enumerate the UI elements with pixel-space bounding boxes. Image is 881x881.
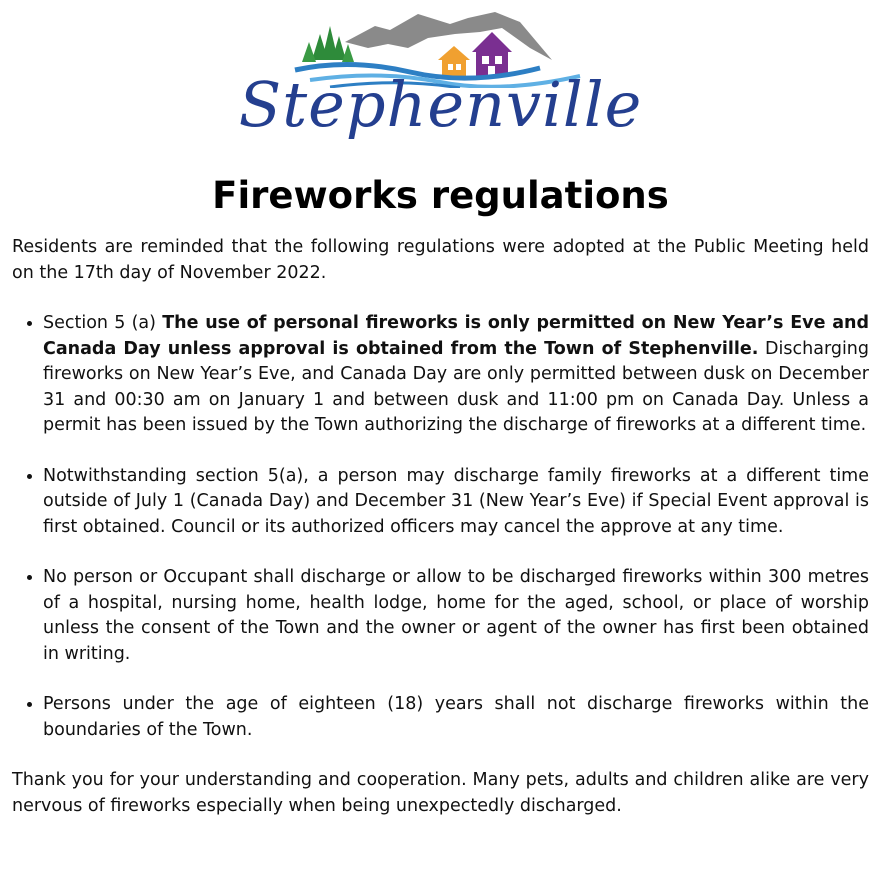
regulation-lead: Section 5 (a)	[43, 313, 163, 333]
regulation-emphasis: The use of personal fireworks is only permitted on New Year’s Eve and Canada Day unless approval is obtained from the Town of Stephenville.	[43, 313, 869, 359]
regulation-text: Notwithstanding section 5(a), a person may discharge family fireworks at a different time outside of July 1 (Canada Day) and December 31 (New Year’s Eve) if Special Event approval is first obtained. Council or its authorized officers may cancel the approve at any time.	[43, 465, 869, 537]
list-item	[43, 692, 869, 743]
regulation-detail: Discharging fireworks on New Year’s Eve, and Canada Day are only permitted between dusk on December 31 and 00:30 am on January 1 and between dusk and 11:00 pm on Canada Day. Unless a permit has been issued by the Town authorizing the discharge of fireworks at a different time.	[43, 338, 870, 435]
list-item	[43, 464, 869, 541]
list-item	[43, 311, 869, 439]
logo-wordmark: Stephenville	[238, 68, 643, 141]
regulation-text: Persons under the age of eighteen (18) years shall not discharge fireworks within the boundaries of the Town.	[43, 694, 869, 740]
intro-paragraph: Residents are reminded that the following regulations were adopted at the Public Meeting held on the 17th day of November 2022.	[12, 237, 869, 283]
list-item	[43, 565, 869, 667]
closing-paragraph: Thank you for your understanding and cooperation. Many pets, adults and children alike are very nervous of fireworks especially when being unexpectedly discharged.	[12, 770, 869, 816]
page-title: Fireworks regulations	[212, 174, 669, 217]
regulation-text: No person or Occupant shall discharge or allow to be discharged fireworks within 300 metres of a hospital, nursing home, health lodge, home for the aged, school, or place of worship unless the consent of the Town and the owner or agent of the owner has first been obtained in writing.	[43, 567, 869, 664]
stephenville-logo	[0, 0, 881, 168]
regulations-list	[12, 311, 869, 743]
